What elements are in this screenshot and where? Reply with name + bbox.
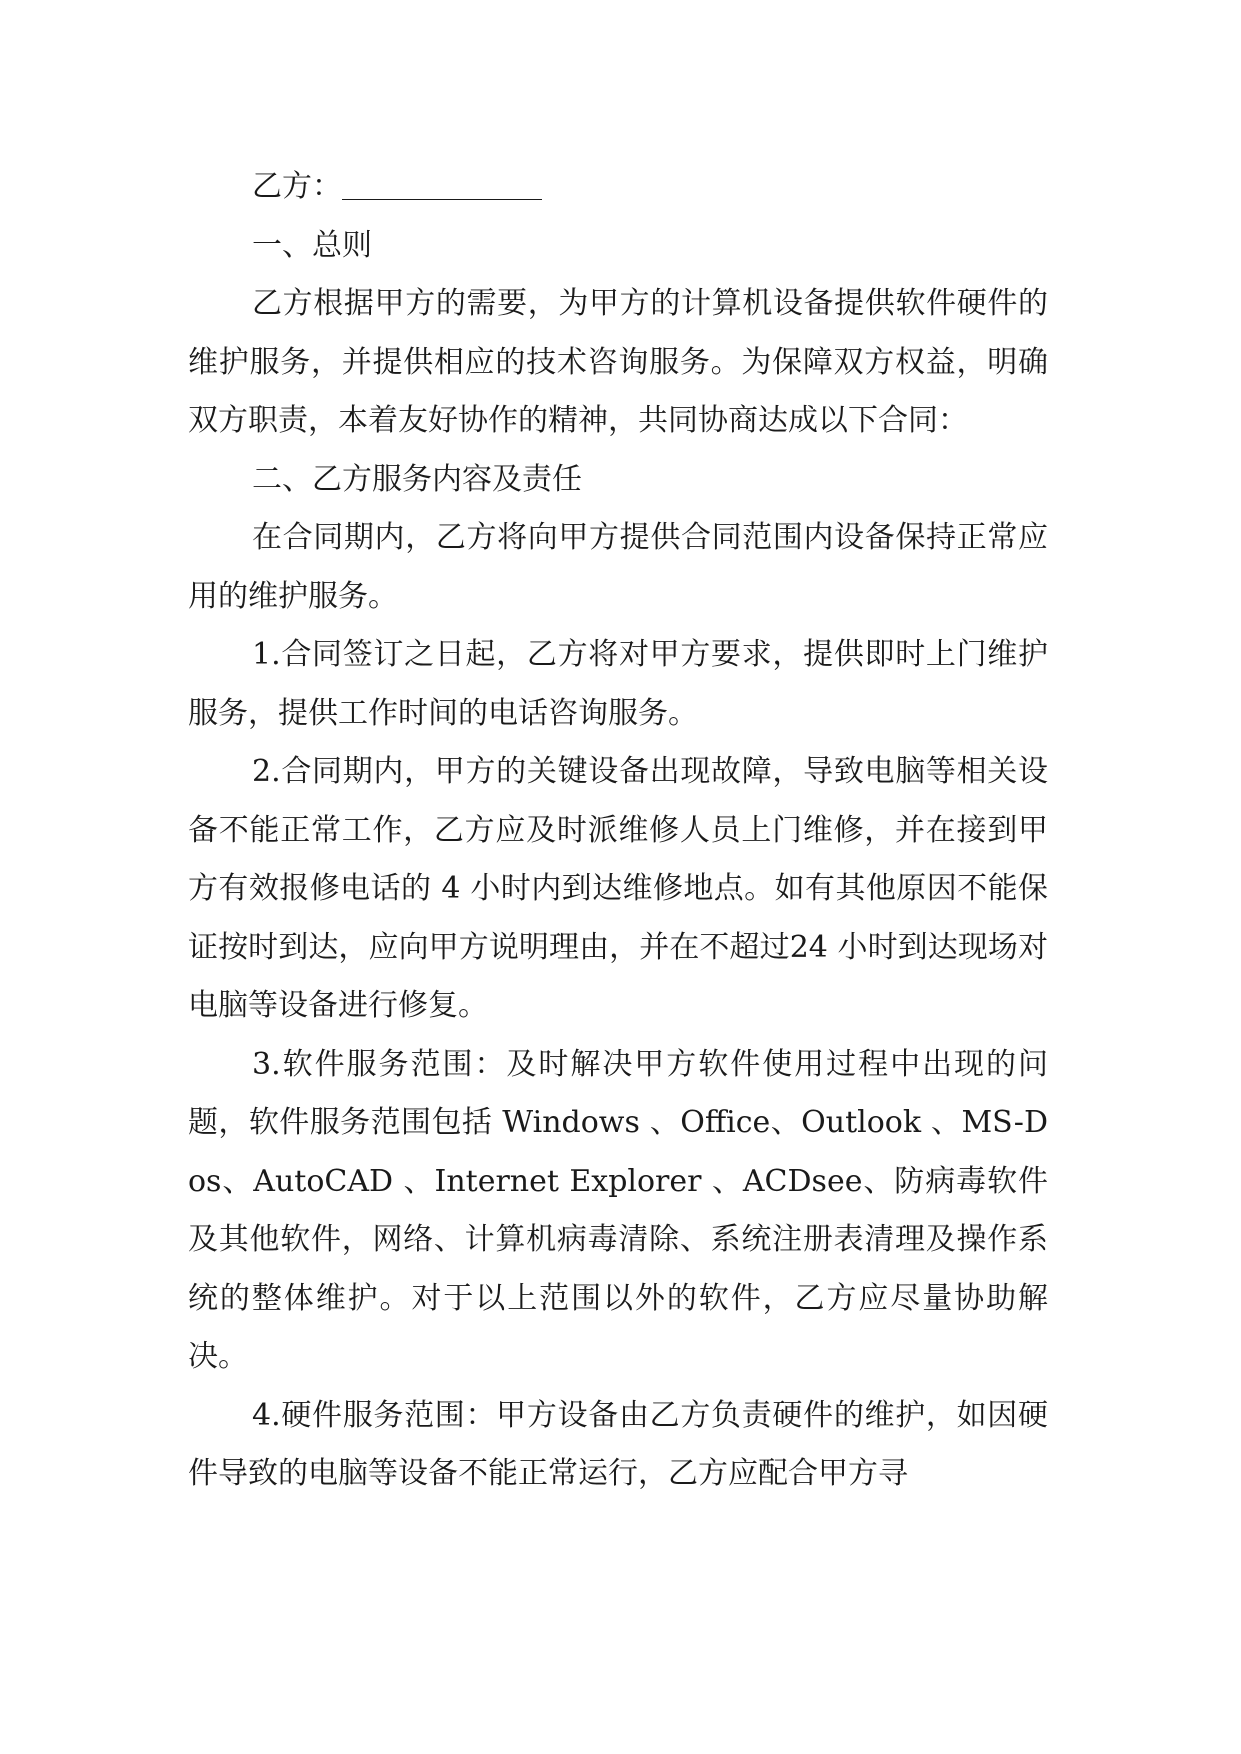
party-b-blank xyxy=(342,169,542,200)
section-general-heading: 一、总则 xyxy=(252,227,372,263)
service-item-4: 4.硬件服务范围：甲方设备由乙方负责硬件的维护，如因硬件导致的电脑等设备不能正常运行，乙方应配合甲方寻 xyxy=(188,1397,1048,1491)
contract-text xyxy=(188,158,1048,1504)
party-b-line xyxy=(188,158,1048,217)
section-general-body: 乙方根据甲方的需要，为甲方的计算机设备提供软件硬件的维护服务，并提供相应的技术咨询服务。为保障双方权益，明确双方职责，本着友好协作的精神，共同协商达成以下合同： xyxy=(188,286,1048,438)
service-item-1: 1.合同签订之日起，乙方将对甲方要求，提供即时上门维护服务，提供工作时间的电话咨询服务。 xyxy=(188,637,1048,731)
service-item-2: 2.合同期内，甲方的关键设备出现故障，导致电脑等相关设备不能正常工作，乙方应及时派维修人员上门维修，并在接到甲方有效报修电话的 4 小时内到达维修地点。如有其他原因不能保证按时到达，应向甲方说明理由，并在不超过24 小时到达现场对电脑等设备进行修复。 xyxy=(188,754,1048,1023)
service-item-3: 3.软件服务范围：及时解决甲方软件使用过程中出现的问题，软件服务范围包括 Windows 、Office、Outlook 、MS-Dos、AutoCAD 、Internet Explorer 、ACDsee、防病毒软件及其他软件，网络、计算机病毒清除、系统注册表清理及操作系统的整体维护。对于以上范围以外的软件，乙方应尽量协助解决。 xyxy=(188,1046,1048,1374)
section-service-heading: 二、乙方服务内容及责任 xyxy=(252,461,582,497)
party-b-label: 乙方： xyxy=(252,169,342,204)
section-service-intro: 在合同期内，乙方将向甲方提供合同范围内设备保持正常应用的维护服务。 xyxy=(188,520,1048,614)
